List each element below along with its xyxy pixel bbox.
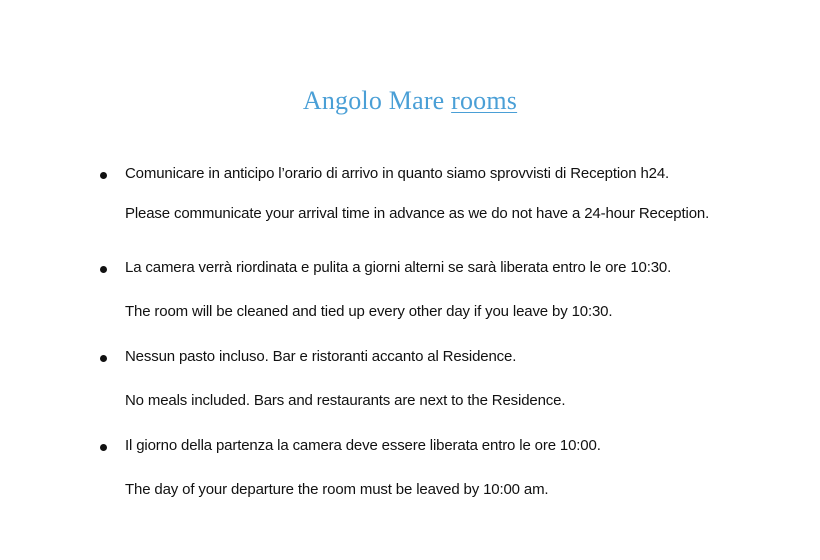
title-text: Angolo Mare — [302, 86, 452, 115]
document-title — [0, 86, 820, 116]
rule-italian: La camera verrà riordinata e pulita a giorni alterni se sarà liberata entro le ore 10:30. — [125, 259, 672, 276]
rule-english: The room will be cleaned and tied up every other day if you leave by 10:30. — [125, 303, 613, 320]
rule-italian: Comunicare in anticipo l’orario di arrivo in quanto siamo sprovvisti di Reception h24. — [125, 165, 670, 182]
bullet-icon — [100, 444, 107, 451]
bullet-icon — [100, 266, 107, 273]
rule-english: No meals included. Bars and restaurants are next to the Residence. — [125, 392, 566, 409]
rule-italian: Nessun pasto incluso. Bar e ristoranti accanto al Residence. — [125, 348, 517, 365]
bullet-icon — [100, 355, 107, 362]
title-link-rooms[interactable]: rooms — [451, 86, 518, 115]
rule-english: Please communicate your arrival time in advance as we do not have a 24-hour Reception. — [125, 205, 710, 222]
bullet-icon — [100, 172, 107, 179]
rule-italian: Il giorno della partenza la camera deve essere liberata entro le ore 10:00. — [125, 437, 601, 454]
rule-english: The day of your departure the room must be leaved by 10:00 am. — [125, 481, 549, 498]
